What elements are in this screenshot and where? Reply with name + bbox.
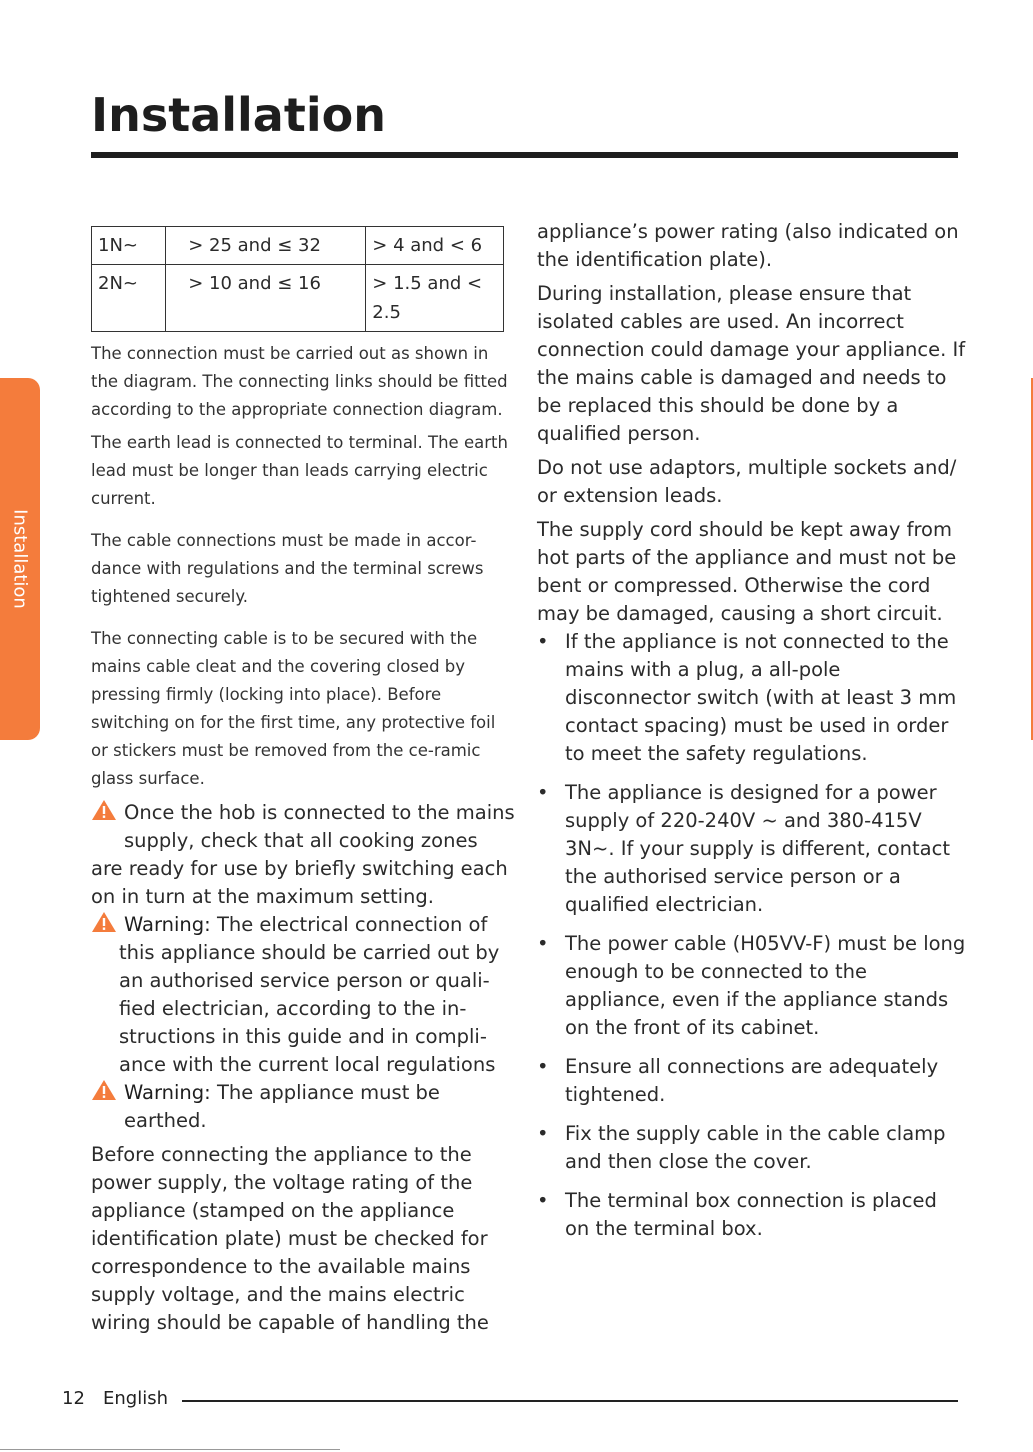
warning-icon [91,911,117,933]
footer-language: English [103,1388,168,1409]
left-column [91,226,515,1337]
list-item [537,628,967,768]
list-item-text: The power cable (H05VV-F) must be long enough to be connected to the appliance, even if the appliance stands on the front of its cabinet. [565,932,966,1039]
paragraph-adaptors: Do not use adaptors, multiple sockets and/ or extension leads. [537,456,957,507]
footer-rule [182,1400,958,1402]
closing-paragraph: Before connecting the appliance to the power supply, the voltage rating of the appliance (stamped on the appliance identification plate) must be checked for correspondence to the available mains supply voltage, and the mains electric wiring should be capable of handling the [91,1143,489,1334]
table-cell: 2N~ [92,265,166,332]
warning-label: Warning: [124,1081,211,1104]
warning-block-earthed [91,1079,511,1135]
warning-text-continued [91,827,511,911]
paragraph-power-rating: appliance’s power rating (also indicated on the identification plate). [537,220,959,271]
page-number: 12 [62,1388,85,1409]
bullet-icon: • [537,781,549,804]
table-cell: > 25 and ≤ 32 [166,227,366,265]
table-row [92,227,504,265]
warning-icon [91,799,117,821]
bullet-list [537,628,967,1243]
list-item [537,1120,967,1176]
list-item-text: If the appliance is not connected to the mains with a plug, a all-pole disconnector switch (with at least 3 mm contact spacing) must be used in order to meet the safety regulations. [565,630,957,765]
connection-table [91,226,504,332]
bullet-icon: • [537,1055,549,1078]
warning-block-hob [91,799,515,911]
table-cell: 1N~ [92,227,166,265]
note-cable-connections: The cable connections must be made in accor-dance with regulations and the terminal screws tightened securely. [91,531,484,606]
list-item-text: The terminal box connection is placed on the terminal box. [565,1189,937,1240]
warning-text-rest: supply, check that all cooking zones are ready for use by briefly switching each on in turn at the maximum setting. [91,829,508,908]
table-cell: > 10 and ≤ 16 [166,265,366,332]
warning-label: Warning: [124,913,211,936]
page-title: Installation [91,88,386,142]
bullet-icon: • [537,630,549,653]
right-column [537,218,967,1254]
list-item-text: Ensure all connections are adequately tightened. [565,1055,939,1106]
list-item-text: Fix the supply cable in the cable clamp and then close the cover. [565,1122,946,1173]
table-cell: > 4 and < 6 [366,227,504,265]
list-item-text: The appliance is designed for a power supply of 220-240V ~ and 380-415V 3N~. If your supply is different, contact the authorised service person or a qualified electrician. [565,781,950,916]
list-item [537,779,967,919]
paragraph-supply-cord: The supply cord should be kept away from hot parts of the appliance and must not be bent or compressed. Otherwise the cord may be damaged, causing a short circuit. [537,518,957,625]
list-item [537,1187,967,1243]
warning-icon [91,1079,117,1101]
note-connection-diagram: The connection must be carried out as shown in the diagram. The connecting links should be fitted according to the appropriate connection diagram. [91,344,508,419]
bullet-icon: • [537,1189,549,1212]
warning-block-electrical [91,911,511,1079]
table-cell: > 1.5 and < 2.5 [366,265,504,332]
warning-text: The electrical connection of this appliance should be carried out by an authorised service person or quali-fied electrician, according to the in-structions in this guide and in compli-ance with the current local regulations [119,913,500,1076]
paragraph-isolated-cables: During installation, please ensure that isolated cables are used. An incorrect connection could damage your appliance. If the mains cable is damaged and needs to be replaced this should be done by a qualified person. [537,282,966,445]
list-item [537,1053,967,1109]
title-rule [91,152,958,158]
table-row [92,265,504,332]
bullet-icon: • [537,932,549,955]
note-earth-lead: The earth lead is connected to terminal. The earth lead must be longer than leads carrying electric current. [91,433,508,508]
warning-text: Once the hob is connected to the mains [124,801,515,824]
bottom-edge-line [0,1449,340,1450]
bullet-icon: • [537,1122,549,1145]
side-tab-label: Installation [9,509,31,609]
list-item [537,930,967,1042]
warning-text: The appliance must be earthed. [124,1081,440,1132]
note-connecting-cable: The connecting cable is to be secured with the mains cable cleat and the covering closed by pressing firmly (locking into place). Before switching on for the first time, any protective foil or stickers must be removed from the ce-ramic glass surface. [91,629,496,788]
